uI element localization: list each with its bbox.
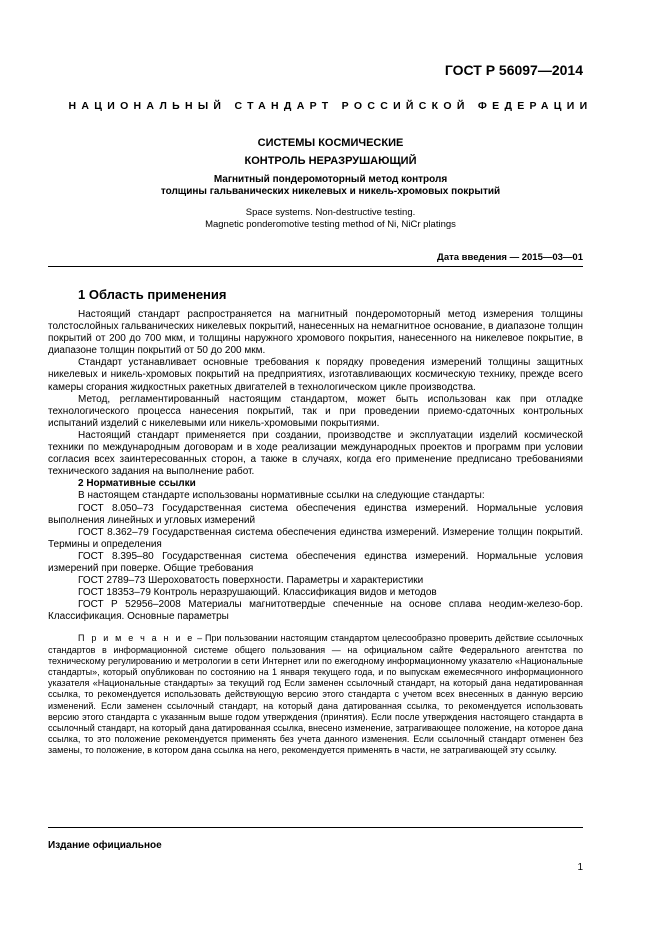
section-1-paragraph-4: Настоящий стандарт применяется при создании, производстве и эксплуатации изделий космической техники по международным договорам и в ходе реализации международных проектов и программ при условии согласия всех заинтересованных сторон, а также в случаях, когда его применение предписано требованиями технического задания на выполнение работ. [48,429,583,478]
note-label: П р и м е ч а н и е [78,633,195,644]
english-title-line-1: Space systems. Non-destructive testing. [245,207,416,218]
reference-item: ГОСТ 18353–79 Контроль неразрушающий. Классификация видов и методов [78,587,437,599]
reference-item: ГОСТ 8.395–80 Государственная система обеспечения единства измерений. Нормальные условия измерений при поверке. Общие требования [48,550,583,574]
subtitle-line-1: Магнитный пондеромоторный метод контроля [213,174,448,185]
section-2-intro: В настоящем стандарте использованы нормативные ссылки на следующие стандарты: [78,490,485,502]
title-line-1: СИСТЕМЫ КОСМИЧЕСКИЕ [257,137,404,149]
official-edition-label: Издание официальное [48,840,162,851]
page-number: 1 [577,862,583,873]
reference-item: ГОСТ 8.050–73 Государственная система обеспечения единства измерений. Нормальные условия выполнения линейных и угловых измерений [48,502,583,526]
document-code: ГОСТ Р 56097—2014 [444,62,583,78]
english-title-line-2: Magnetic ponderomotive testing method of Ni, NiCr platings [205,219,456,230]
section-1-heading: 1 Область применения [78,287,227,302]
section-2-heading: 2 Нормативные ссылки [78,478,196,490]
document-body [48,287,583,757]
subtitle-line-2: толщины гальванических никелевых и никель-хромовых покрытий [160,186,501,197]
note [48,633,583,756]
national-standard-banner: НАЦИОНАЛЬНЫЙ СТАНДАРТ РОССИЙСКОЙ ФЕДЕРАЦИИ [68,100,593,112]
title-line-2: КОНТРОЛЬ НЕРАЗРУШАЮЩИЙ [244,155,417,167]
top-divider [48,266,583,267]
bottom-divider [48,827,583,828]
english-title [48,207,613,231]
reference-item: ГОСТ Р 52956–2008 Материалы магнитотвердые спеченные на основе сплава неодим-железо-бор. Классификация. Основные параметры [48,599,583,623]
reference-item: ГОСТ 2789–73 Шероховатость поверхности. Параметры и характеристики [78,575,424,587]
subtitle [48,174,613,198]
introduction-date: Дата введения — 2015—03—01 [437,252,583,263]
section-1-paragraph-1: Настоящий стандарт распространяется на магнитный пондеромоторный метод измерения толщины толстослойных гальванических никелевых покрытий, нанесенных на немагнитное основание, в диапазоне толщин покрытий от 200 до 700 мкм, и толщины наружного хромового покрытия, нанесенного на никелевое покрытие, в диапазоне толщин покрытий от 50 до 200 мкм. [48,309,583,357]
section-1-paragraph-3: Метод, регламентированный настоящим стандартом, может быть использован как при отладке технологического процесса нанесения покрытий, так и при проведении приемо-сдаточных контрольных испытаний изделий с никелевыми или никель-хромовыми покрытиями. [48,393,583,429]
section-1-paragraph-2: Стандарт устанавливает основные требования к порядку проведения измерений толщины защитных никелевых и никель-хромовых покрытий на предприятиях, изготавливающих космическую технику, прежде всего камеры сгорания жидкостных ракетных двигателей в технологическом цикле производства. [48,357,583,393]
reference-item: ГОСТ 8.362–79 Государственная система обеспечения единства измерений. Измерение толщин покрытий. Термины и определения [48,526,583,550]
note-text: – При пользовании настоящим стандартом целесообразно проверить действие ссылочных стандартов в информационной системе общего пользования — на официальном сайте Федерального агентства по техническому регулированию и метрологии в сети Интернет или по ежегодному информационному указателю «Национальные стандарты», который опубликован по состоянию на 1 января текущего года, и по выпускам ежемесячного информационного указателя «Национальные стандарты» за текущий год Если заменен ссылочный стандарт, на который дана недатированная ссылка, то рекомендуется использовать действующую версию этого стандарта с учетом всех внесенных в данную версию изменений. Если заменен ссылочный стандарт, на который дана датированная ссылка, то рекомендуется использовать версию этого стандарта с указанным выше годом утверждения (принятия). Если после утверждения настоящего стандарта в ссылочный стандарт, на который дана датированная ссылка, внесено изменение, затрагивающее положение, на которое дана ссылка, то это положение рекомендуется применять без учета данного изменения. Если ссылочный стандарт отменен без замены, то положение, в котором дана ссылка на него, рекомендуется применять в части, не затрагивающей эту ссылку. [48,633,583,756]
